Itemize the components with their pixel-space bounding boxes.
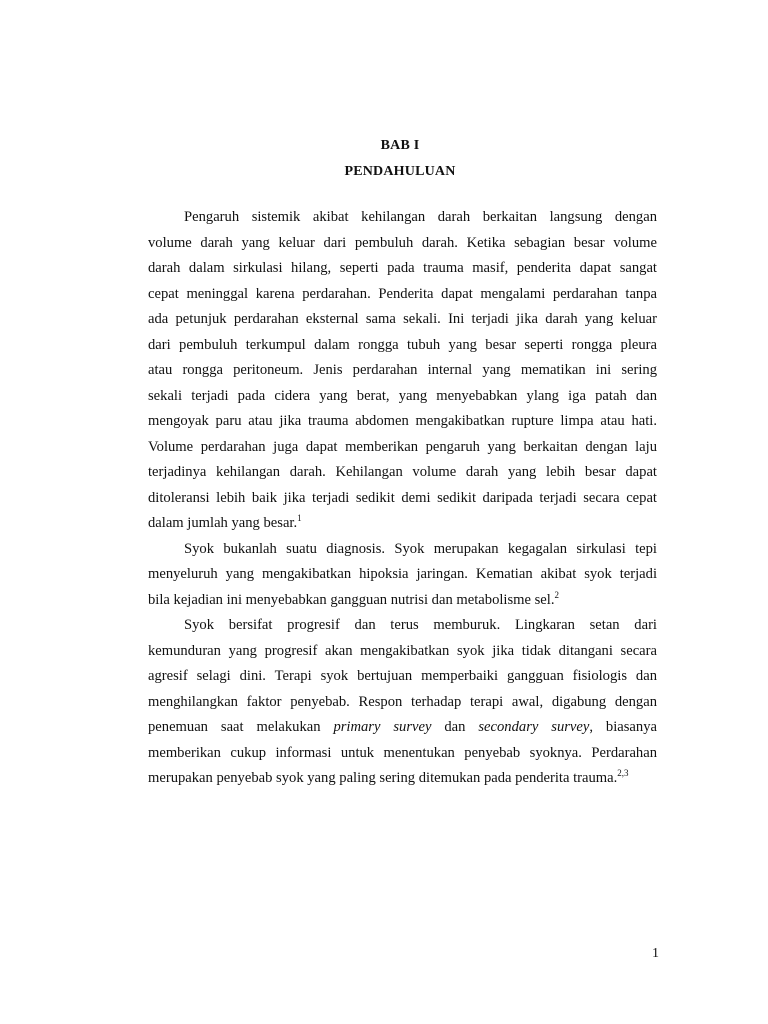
paragraph-1-line: dalam jumlah yang besar.$^1$ bbox=[148, 513, 302, 531]
chapter-number: BAB I bbox=[380, 138, 420, 153]
paragraph-2-line: Syok bukanlah suatu diagnosis. Syok merupakan kegagalan sirkulasi tepi bbox=[184, 540, 657, 557]
paragraph-3-line: penemuan saat melakukan primary survey dan secondary survey, biasanya bbox=[148, 719, 657, 735]
paragraph-1-line: sekali terjadi pada cidera yang berat, yang menyebabkan ylang iga patah dan bbox=[148, 387, 657, 404]
paragraph-1-line: atau rongga peritoneum. Jenis perdarahan internal yang mematikan ini sering bbox=[148, 362, 657, 378]
paragraph-2-line: menyeluruh yang mengakibatkan hipoksia jaringan. Kematian akibat syok terjadi bbox=[148, 566, 657, 582]
italic-term: primary survey bbox=[333, 719, 432, 735]
paragraph-1-line: ada petunjuk perdarahan eksternal sama sekali. Ini terjadi jika darah yang keluar bbox=[148, 311, 657, 327]
paragraph-1-line: ditoleransi lebih baik jika terjadi sedikit demi sedikit daripada terjadi secara cepat bbox=[148, 489, 657, 506]
paragraph-2-line: bila kejadian ini menyebabkan gangguan nutrisi dan metabolisme sel.$^2$ bbox=[148, 589, 559, 608]
paragraph-1-line: mengoyak paru atau jika trauma abdomen mengakibatkan rupture limpa atau hati. bbox=[148, 413, 657, 429]
citation-superscript: 2,3 bbox=[617, 768, 629, 778]
paragraph-1-line: Pengaruh sistemik akibat kehilangan darah berkaitan langsung dengan bbox=[184, 209, 657, 225]
paragraph-3-line: Syok bersifat progresif dan terus memburuk. Lingkaran setan dari bbox=[184, 617, 657, 633]
paragraph-1-line: darah dalam sirkulasi hilang, seperti pada trauma masif, penderita dapat sangat bbox=[148, 260, 657, 276]
paragraph-3-line: memberikan cukup informasi untuk menentukan penyebab syoknya. Perdarahan bbox=[148, 744, 657, 761]
paragraph-1-line: volume darah yang keluar dari pembuluh darah. Ketika sebagian besar volume bbox=[148, 234, 657, 251]
paragraph-1-line: dari pembuluh terkumpul dalam rongga tubuh yang besar seperti rongga pleura bbox=[148, 336, 657, 353]
paragraph-3-line: agresif selagi dini. Terapi syok bertujuan memperbaiki gangguan fisiologis dan bbox=[148, 668, 657, 684]
paragraph-3-line: merupakan penyebab syok yang paling sering ditemukan pada penderita trauma.$^{2,3}$ bbox=[148, 768, 629, 786]
paragraph-1-line: Volume perdarahan juga dapat memberikan pengaruh yang berkaitan dengan laju bbox=[148, 438, 657, 455]
citation-superscript: 1 bbox=[297, 513, 302, 523]
chapter-title: PENDAHULUAN bbox=[344, 164, 456, 179]
paragraph-1-line: cepat meninggal karena perdarahan. Penderita dapat mengalami perdarahan tanpa bbox=[148, 285, 657, 302]
italic-term: secondary survey bbox=[478, 719, 590, 735]
body-text bbox=[148, 205, 657, 792]
page-number: 1 bbox=[652, 946, 659, 961]
paragraph-3-line: menghilangkan faktor penyebab. Respon terhadap terapi awal, digabung dengan bbox=[148, 693, 657, 710]
paragraph-1-line: terjadinya kehilangan darah. Kehilangan volume darah yang lebih besar dapat bbox=[148, 464, 657, 480]
paragraph-3-line: kemunduran yang progresif akan mengakibatkan syok jika tidak ditangani secara bbox=[148, 642, 657, 659]
citation-superscript: 2 bbox=[554, 589, 559, 600]
